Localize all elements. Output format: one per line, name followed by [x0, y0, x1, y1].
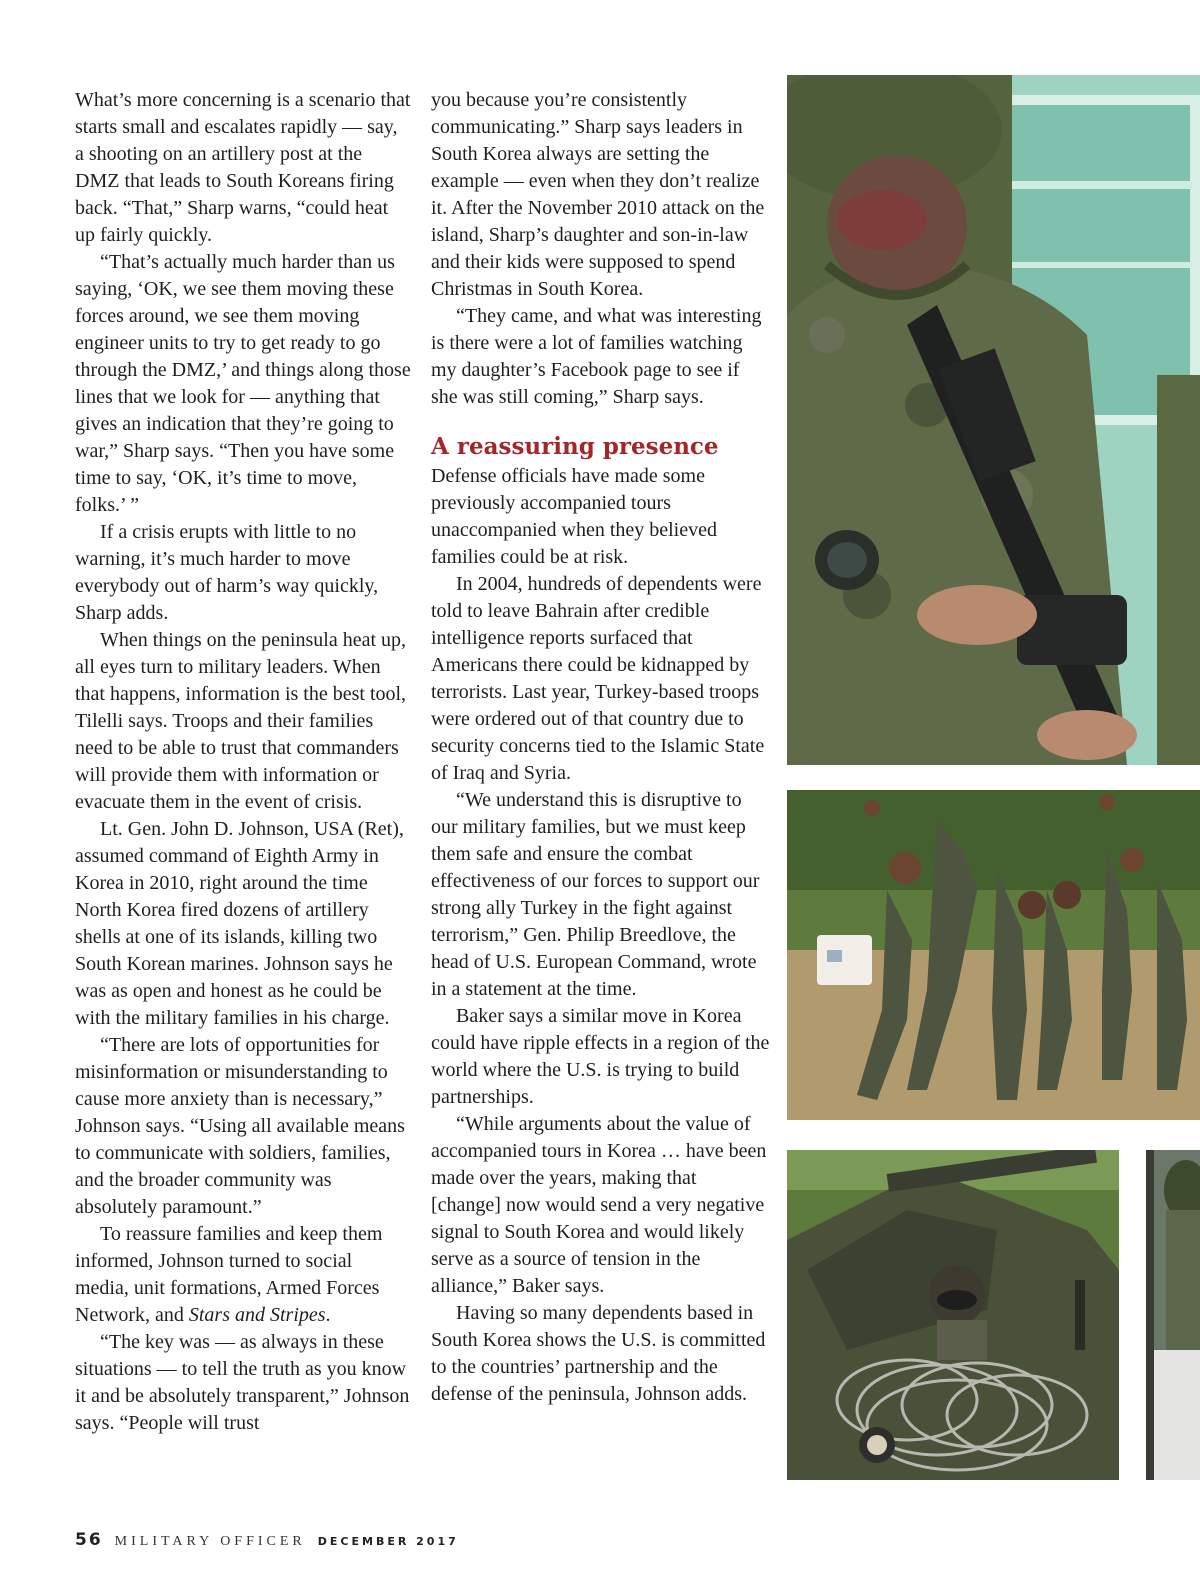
paragraph: If a crisis erupts with little to no warning, it’s much harder to move everybody out of harm’s way quickly, Sharp adds.	[75, 521, 379, 624]
photo-vehicle-illustration	[787, 1150, 1119, 1480]
paragraph: “We understand this is disruptive to our military families, but we must keep them safe and ensure the combat effectiveness of our forces to support our strong ally Turkey in the fight against terrorism,” Gen. Philip Breedlove, the head of U.S. European Command, wrote in a statement at the time.	[431, 789, 760, 1000]
paragraph: What’s more concerning is a scenario that starts small and escalates rapidly — say, a shooting on an artillery post at the DMZ that leads to South Koreans firing back. “That,” Sharp warns, “could heat up fairly quickly.	[75, 89, 411, 246]
paragraph: Lt. Gen. John D. Johnson, USA (Ret), assumed command of Eighth Army in Korea in 2010, right around the time North Korea fired dozens of artillery shells at one of its islands, killing two South Korean marines. Johnson says he was as open and honest as he could be with the military families in his charge.	[75, 818, 404, 1029]
magazine-name: MILITARY OFFICER	[114, 1534, 306, 1549]
paragraph: “While arguments about the value of accompanied tours in Korea … have been made over the years, making that [change] now would send a very negative signal to South Korea and would likely serve as a source of tension in the alliance,” Baker says.	[431, 1113, 767, 1297]
paragraph: When things on the peninsula heat up, all eyes turn to military leaders. When that happens, information is the best tool, Tilelli says. Troops and their families need to be able to trust that commanders will provide them with information or evacuate them in the event of crisis.	[75, 629, 407, 813]
photo-soldier-in-vehicle	[787, 1150, 1119, 1480]
photo-soldier-with-rifle	[787, 75, 1200, 765]
page-footer	[75, 1530, 459, 1552]
paragraph: Having so many dependents based in South Korea shows the U.S. is committed to the countries’ partnership and the defense of the peninsula, Johnson adds.	[431, 1302, 766, 1405]
paragraph: Defense officials have made some previously accompanied tours unaccompanied when they believed families could be at risk.	[431, 465, 717, 568]
paragraph-text: .	[325, 1304, 331, 1326]
photo-snow-illustration	[1146, 1150, 1200, 1480]
article-column-left	[75, 87, 411, 1437]
paragraph: you because you’re consistently communicating.” Sharp says leaders in South Korea always are setting the example — even when they don’t realize it. After the November 2010 attack on the island, Sharp’s daughter and son-in-law and their kids were supposed to spend Christmas in South Korea.	[431, 89, 765, 300]
photo-snowy-scene	[1146, 1150, 1200, 1480]
section-subhead: A reassuring presence	[431, 433, 719, 460]
paragraph: “They came, and what was interesting is there were a lot of families watching my daughter’s Facebook page to see if she was still coming,” Sharp says.	[431, 305, 762, 408]
article-column-middle	[431, 87, 771, 1408]
photo-exercise-illustration	[787, 790, 1200, 1120]
page-number: 56	[75, 1530, 103, 1550]
paragraph	[75, 1221, 411, 1329]
paragraph-text: To reassure families and keep them informed, Johnson turned to social media, unit formations, Armed Forces Network, and	[75, 1223, 383, 1326]
paragraph: “There are lots of opportunities for misinformation or misunderstanding to cause more anxiety than is necessary,” Johnson says. “Using all available means to communicate with soldiers, families, and the broader community was absolutely paramount.”	[75, 1034, 405, 1218]
publication-title: Stars and Stripes	[188, 1304, 326, 1326]
paragraph: “The key was — as always in these situations — to tell the truth as you know it and be absolutely transparent,” Johnson says. “People will trust	[75, 1331, 410, 1434]
issue-date: DECEMBER 2017	[317, 1535, 459, 1548]
paragraph: In 2004, hundreds of dependents were told to leave Bahrain after credible intelligence reports surfaced that Americans there could be kidnapped by terrorists. Last year, Turkey-based troops were ordered out of that country due to security concerns tied to the Islamic State of Iraq and Syria.	[431, 573, 765, 784]
paragraph: “That’s actually much harder than us saying, ‘OK, we see them moving these forces around, we see them moving engineer units to try to get ready to go through the DMZ,’ and things along those lines that we look for — anything that gives an indication that they’re going to war,” Sharp says. “Then you have some time to say, ‘OK, it’s time to move, folks.’ ”	[75, 251, 411, 516]
paragraph: Baker says a similar move in Korea could have ripple effects in a region of the world where the U.S. is trying to build partnerships.	[431, 1005, 770, 1108]
photo-soldier-illustration	[787, 75, 1200, 765]
photo-marines-exercising	[787, 790, 1200, 1120]
